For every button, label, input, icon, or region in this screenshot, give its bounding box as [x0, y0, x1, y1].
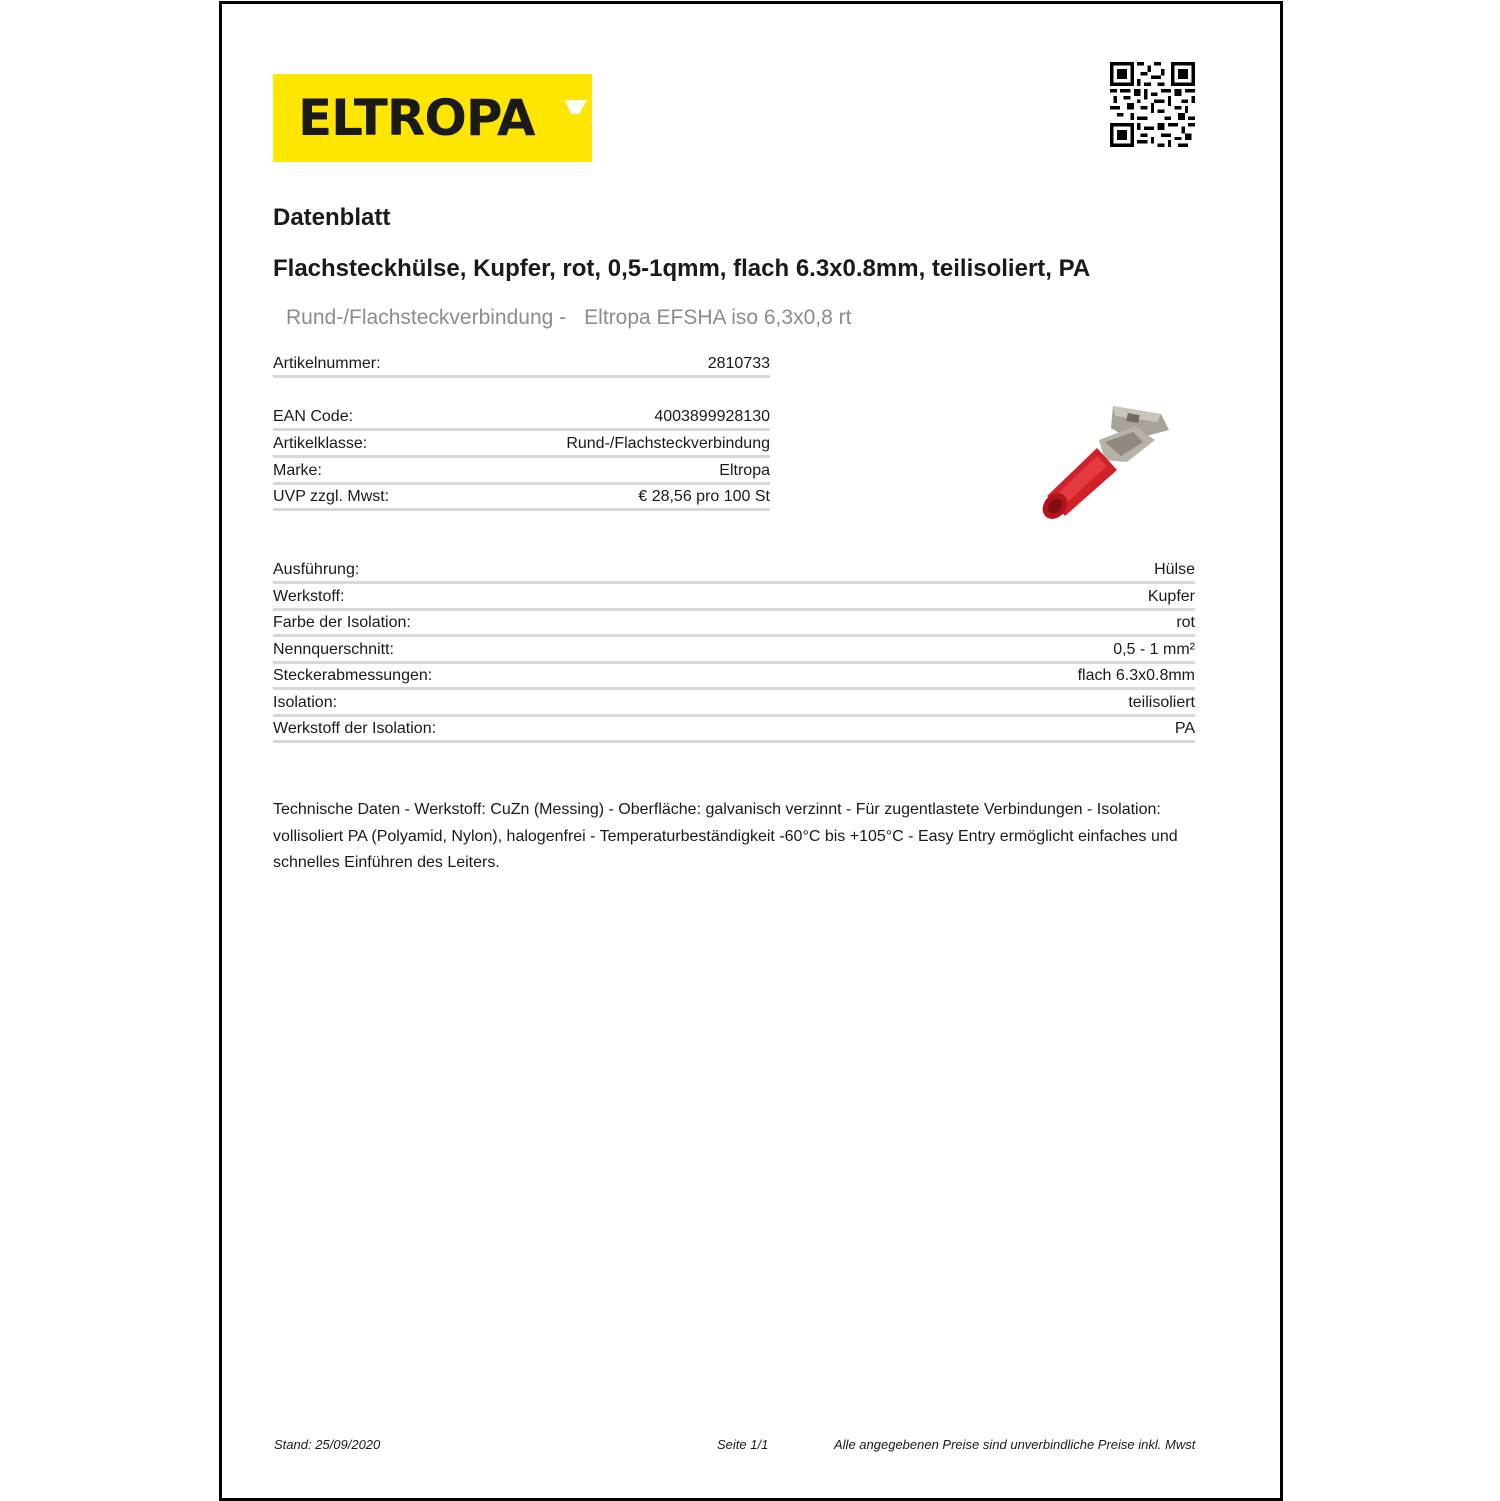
row-label: Artikelklasse: [273, 435, 368, 452]
spec-row [273, 639, 1195, 664]
row-label: Ausführung: [273, 561, 360, 578]
spec-row [273, 586, 1195, 611]
eltropa-logo [273, 74, 592, 162]
article-number-row [273, 353, 770, 378]
product-category: Rund-/Flachsteckverbindung - [286, 306, 567, 329]
row-label: Steckerabmessungen: [273, 667, 433, 684]
spec-row [273, 612, 1195, 637]
spec-row [273, 665, 1195, 690]
product-name: Eltropa EFSHA iso 6,3x0,8 rt [584, 306, 852, 329]
product-subline [286, 306, 851, 330]
technical-description: Technische Daten - Werkstoff: CuZn (Messing) - Oberfläche: galvanisch verzinnt - Für zugentlastete Verbindungen - Isolation: vollisoliert PA (Polyamid, Nylon), halogenfrei - Temperaturbeständigkeit -60°C bis +105°C - Easy Entry ermöglicht einfaches und schnelles Einführen des Leiters. [273, 801, 1178, 871]
row-value: Eltropa [719, 462, 770, 479]
row-label: Isolation: [273, 694, 338, 711]
logo-triangle-icon [565, 100, 587, 114]
row-value: PA [1174, 720, 1195, 737]
row-label: EAN Code: [273, 408, 354, 425]
row-value: Hülse [1154, 561, 1195, 578]
row-value: Rund-/Flachsteckverbindung [566, 435, 770, 452]
page-heading: Datenblatt [273, 204, 391, 231]
footer-page-number: Seite 1/1 [717, 1437, 769, 1452]
row-value: € 28,56 pro 100 St [638, 488, 770, 505]
row-value: 4003899928130 [654, 408, 770, 425]
row-label: Marke: [273, 462, 322, 479]
row-value: rot [1176, 614, 1195, 631]
row-value: 0,5 - 1 mm² [1113, 641, 1195, 658]
info-row [273, 433, 770, 458]
logo-text: ELTROPA [298, 89, 535, 147]
info-row [273, 460, 770, 485]
spec-row [273, 718, 1195, 743]
row-value: 2810733 [707, 355, 770, 372]
info-row [273, 486, 770, 511]
row-label: Nennquerschnitt: [273, 641, 394, 658]
product-image [1035, 400, 1175, 520]
row-label: Farbe der Isolation: [273, 614, 411, 631]
qr-code-icon [1110, 62, 1195, 147]
spec-row [273, 559, 1195, 584]
row-value: Kupfer [1147, 588, 1195, 605]
product-title: Flachsteckhülse, Kupfer, rot, 0,5-1qmm, flach 6.3x0.8mm, teilisoliert, PA [273, 255, 1091, 282]
row-label: Artikelnummer: [273, 355, 381, 372]
spec-row [273, 692, 1195, 717]
row-label: Werkstoff: [273, 588, 345, 605]
info-row [273, 406, 770, 431]
footer-price-note: Alle angegebenen Preise sind unverbindliche Preise inkl. Mwst [834, 1437, 1196, 1452]
row-value: teilisoliert [1128, 694, 1195, 711]
row-label: UVP zzgl. Mwst: [273, 488, 390, 505]
row-value: flach 6.3x0.8mm [1077, 667, 1195, 684]
row-label: Werkstoff der Isolation: [273, 720, 437, 737]
footer-date: Stand: 25/09/2020 [274, 1437, 381, 1452]
